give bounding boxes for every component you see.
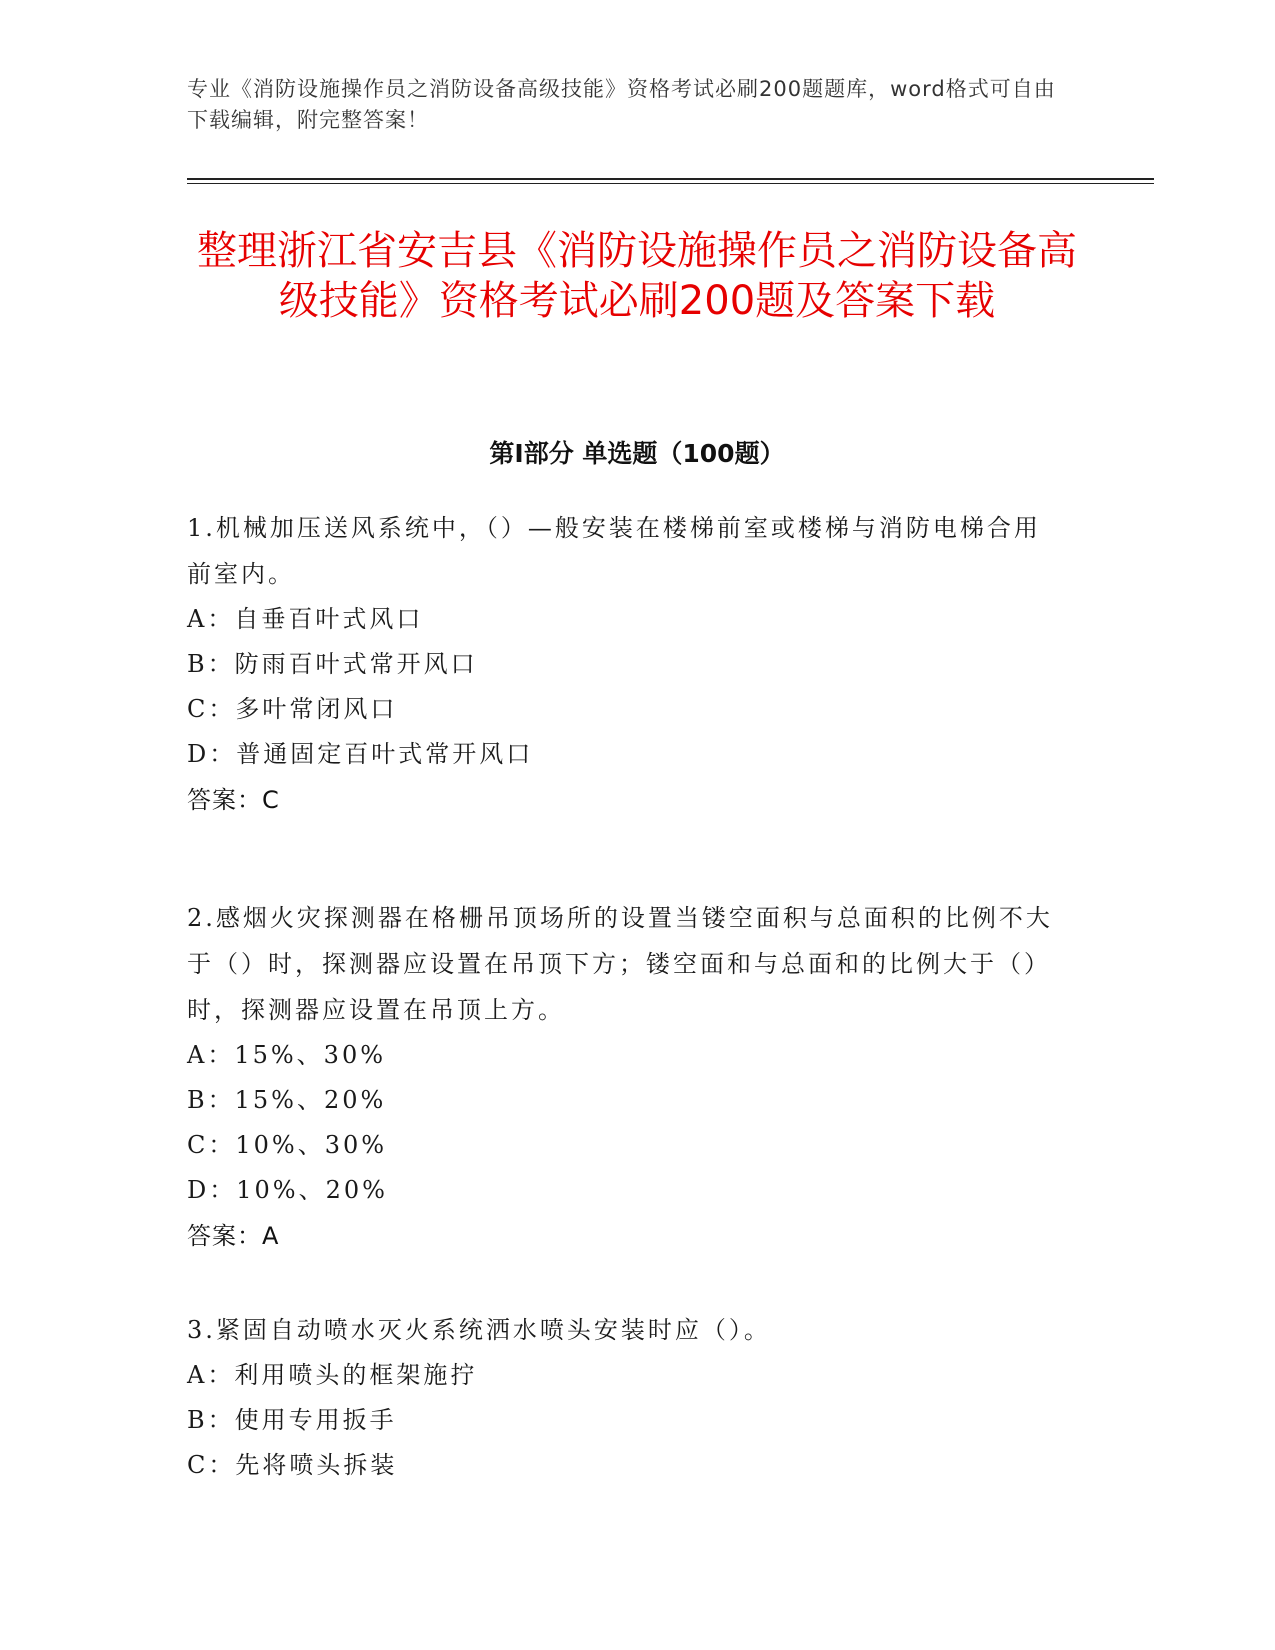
answer-label: 答案：C [187,786,280,814]
option-a: A：利用喷头的框架施拧 [187,1361,478,1389]
question-1 [187,505,1067,823]
answer-label: 答案：A [187,1222,280,1250]
option-a: A：15%、30% [187,1041,387,1069]
option-d: D：10%、20% [187,1176,388,1204]
option-a: A：自垂百叶式风口 [187,605,424,633]
option-d: D：普通固定百叶式常开风口 [187,740,534,768]
question-2 [187,895,1067,1259]
option-c: C：先将喷头拆装 [187,1451,398,1479]
question-stem: 3.紧固自动喷水灭火系统洒水喷头安装时应（）。 [187,1316,771,1344]
header-divider-thick [187,178,1154,180]
option-b: B：防雨百叶式常开风口 [187,650,478,678]
option-b: B：使用专用扳手 [187,1406,397,1434]
option-c: C：多叶常闭风口 [187,695,398,723]
question-3 [187,1307,1067,1488]
question-stem: 1.机械加压送风系统中，（）—般安装在楼梯前室或楼梯与消防电梯合用前室内。 [187,514,1041,588]
document-title: 整理浙江省安吉县《消防设施操作员之消防设备高级技能》资格考试必刷200题及答案下载 [197,228,1077,324]
option-b: B：15%、20% [187,1086,387,1114]
header-divider-thin [187,183,1154,184]
header-note: 专业《消防设施操作员之消防设备高级技能》资格考试必刷200题题库，word格式可自由下载编辑，附完整答案！ [187,77,1056,132]
section-title: 第Ⅰ部分 单选题（100题） [489,439,785,468]
question-stem: 2.感烟火灾探测器在格栅吊顶场所的设置当镂空面积与总面积的比例不大于（）时，探测器应设置在吊顶下方；镂空面和与总面和的比例大于（）时，探测器应设置在吊顶上方。 [187,904,1053,1024]
option-c: C：10%、30% [187,1131,388,1159]
